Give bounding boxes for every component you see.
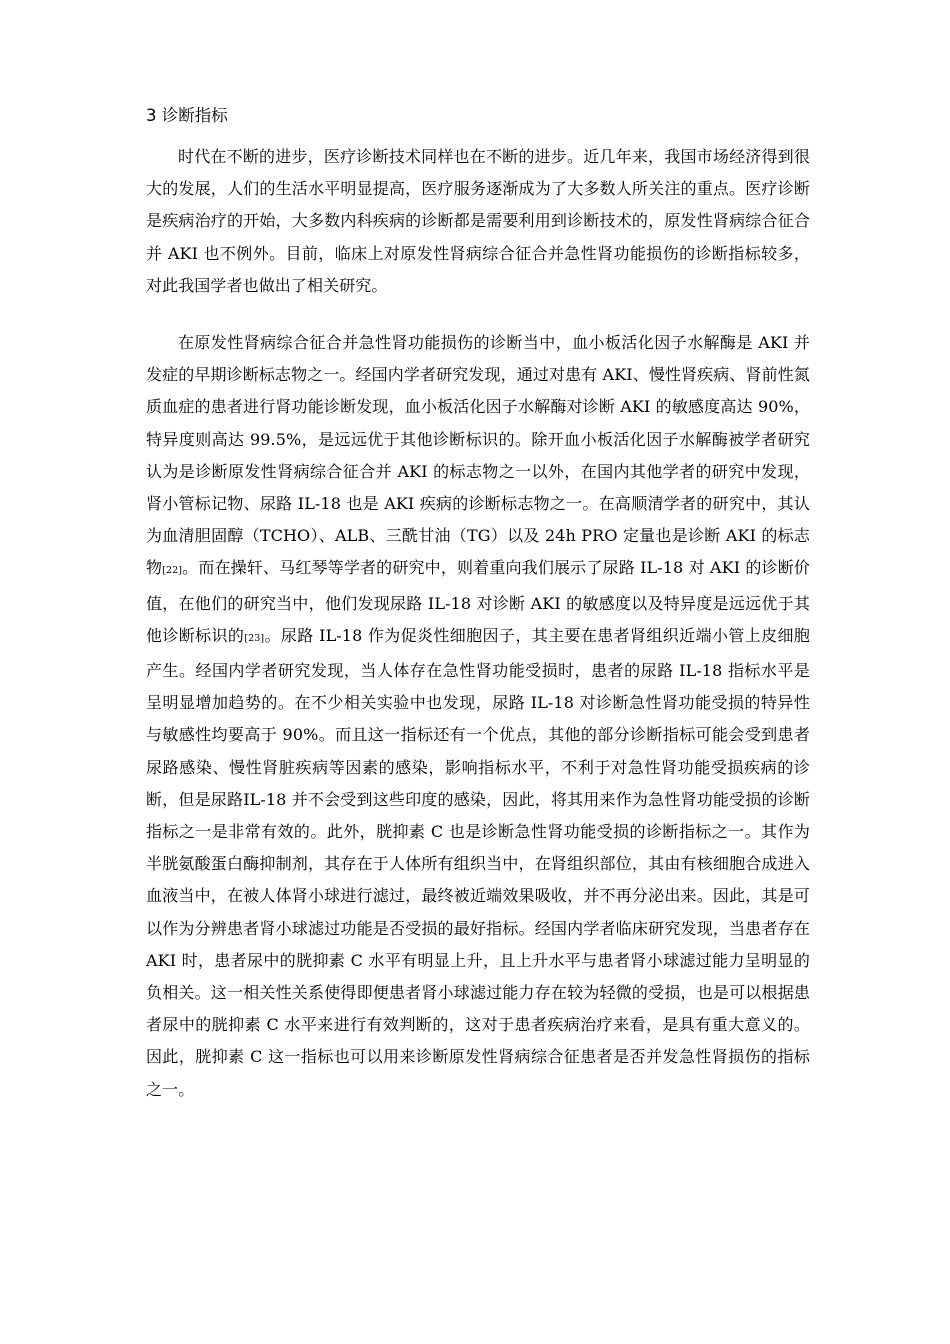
- paragraph-2-part-3: 。尿路 IL-18 作为促炎性细胞因子，其主要在患者肾组织近端小管上皮细胞产生。经国内学者研究发现，当人体存在急性肾功能受损时，患者的尿路 IL-18 指标水平是呈明显增加趋势的。在不少相关实验中也发现，尿路 IL-18 对诊断急性肾功能受损的特异性与敏感性均要高于 90%。而且这一指标还有一个优点，其他的部分诊断指标可能会受到患者尿路感染、慢性肾脏疾病等因素的感染，影响指标水平，不利于对急性肾功能受损疾病的诊断，但是尿路IL-18 并不会受到这些印度的感染，因此，将其用来作为急性肾功能受损的诊断指标之一是非常有效的。此外，胱抑素 C 也是诊断急性肾功能受损的诊断指标之一。其作为半胱氨酸蛋白酶抑制剂，其存在于人体所有组织当中，在肾组织部位，其由有核细胞合成进入血液当中，在被人体肾小球进行滤过，最终被近端效果吸收，并不再分泌出来。因此，其是可以作为分辨患者肾小球滤过功能是否受损的最好指标。经国内学者临床研究发现，当患者存在 AKI 时，患者尿中的胱抑素 C 水平有明显上升，且上升水平与患者肾小球滤过能力呈明显的负相关。这一相关性关系使得即便患者肾小球滤过能力存在较为轻微的受损，也是可以根据患者尿中的胱抑素 C 水平来进行有效判断的，这对于患者疾病治疗来看，是具有重大意义的。因此，胱抑素 C 这一指标也可以用来诊断原发性肾病综合征患者是否并发急性肾损伤的指标之一。: [146, 625, 810, 1099]
- paragraph-1: 时代在不断的进步，医疗诊断技术同样也在不断的进步。近几年来，我国市场经济得到很大的发展，人们的生活水平明显提高，医疗服务逐渐成为了大多数人所关注的重点。医疗诊断是疾病治疗的开始，大多数内科疾病的诊断都是需要利用到诊断技术的，原发性肾病综合征合并 AKI 也不例外。目前，临床上对原发性肾病综合征合并急性肾功能损伤的诊断指标较多，对此我国学者也做出了相关研究。: [146, 147, 810, 295]
- section-heading: 3 诊断指标: [146, 106, 228, 125]
- paragraph-2-part-1: 在原发性肾病综合征合并急性肾功能损伤的诊断当中，血小板活化因子水解酶是 AKI 并发症的早期诊断标志物之一。经国内学者研究发现，通过对患有 AKI、慢性肾疾病、肾前性氮质血症的患者进行肾功能诊断发现，血小板活化因子水解酶对诊断 AKI 的敏感度高达 90%，特异度则高达 99.5%，是远远优于其他诊断标识的。除开血小板活化因子水解酶被学者研究认为是诊断原发性肾病综合征合并 AKI 的标志物之一以外，在国内其他学者的研究中发现，肾小管标记物、尿路 IL-18 也是 AKI 疾病的诊断标志物之一。在高顺清学者的研究中，其认为血清胆固醇（TCHO）、ALB、三酰甘油（TG）以及 24h PRO 定量也是诊断 AKI 的标志物: [146, 333, 810, 578]
- citation-22: [22]: [162, 565, 183, 577]
- paragraph-2-part-2: 。而在操轩、马红琴等学者的研究中，则着重向我们展示了尿路 IL-18 对 AKI 的诊断价值，在他们的研究当中，他们发现尿路 IL-18 对诊断 AKI 的敏感度以及特异度是远远优于其他诊断标识的: [146, 558, 810, 645]
- paragraph-2: [146, 327, 810, 1106]
- citation-23: [23]: [244, 632, 265, 644]
